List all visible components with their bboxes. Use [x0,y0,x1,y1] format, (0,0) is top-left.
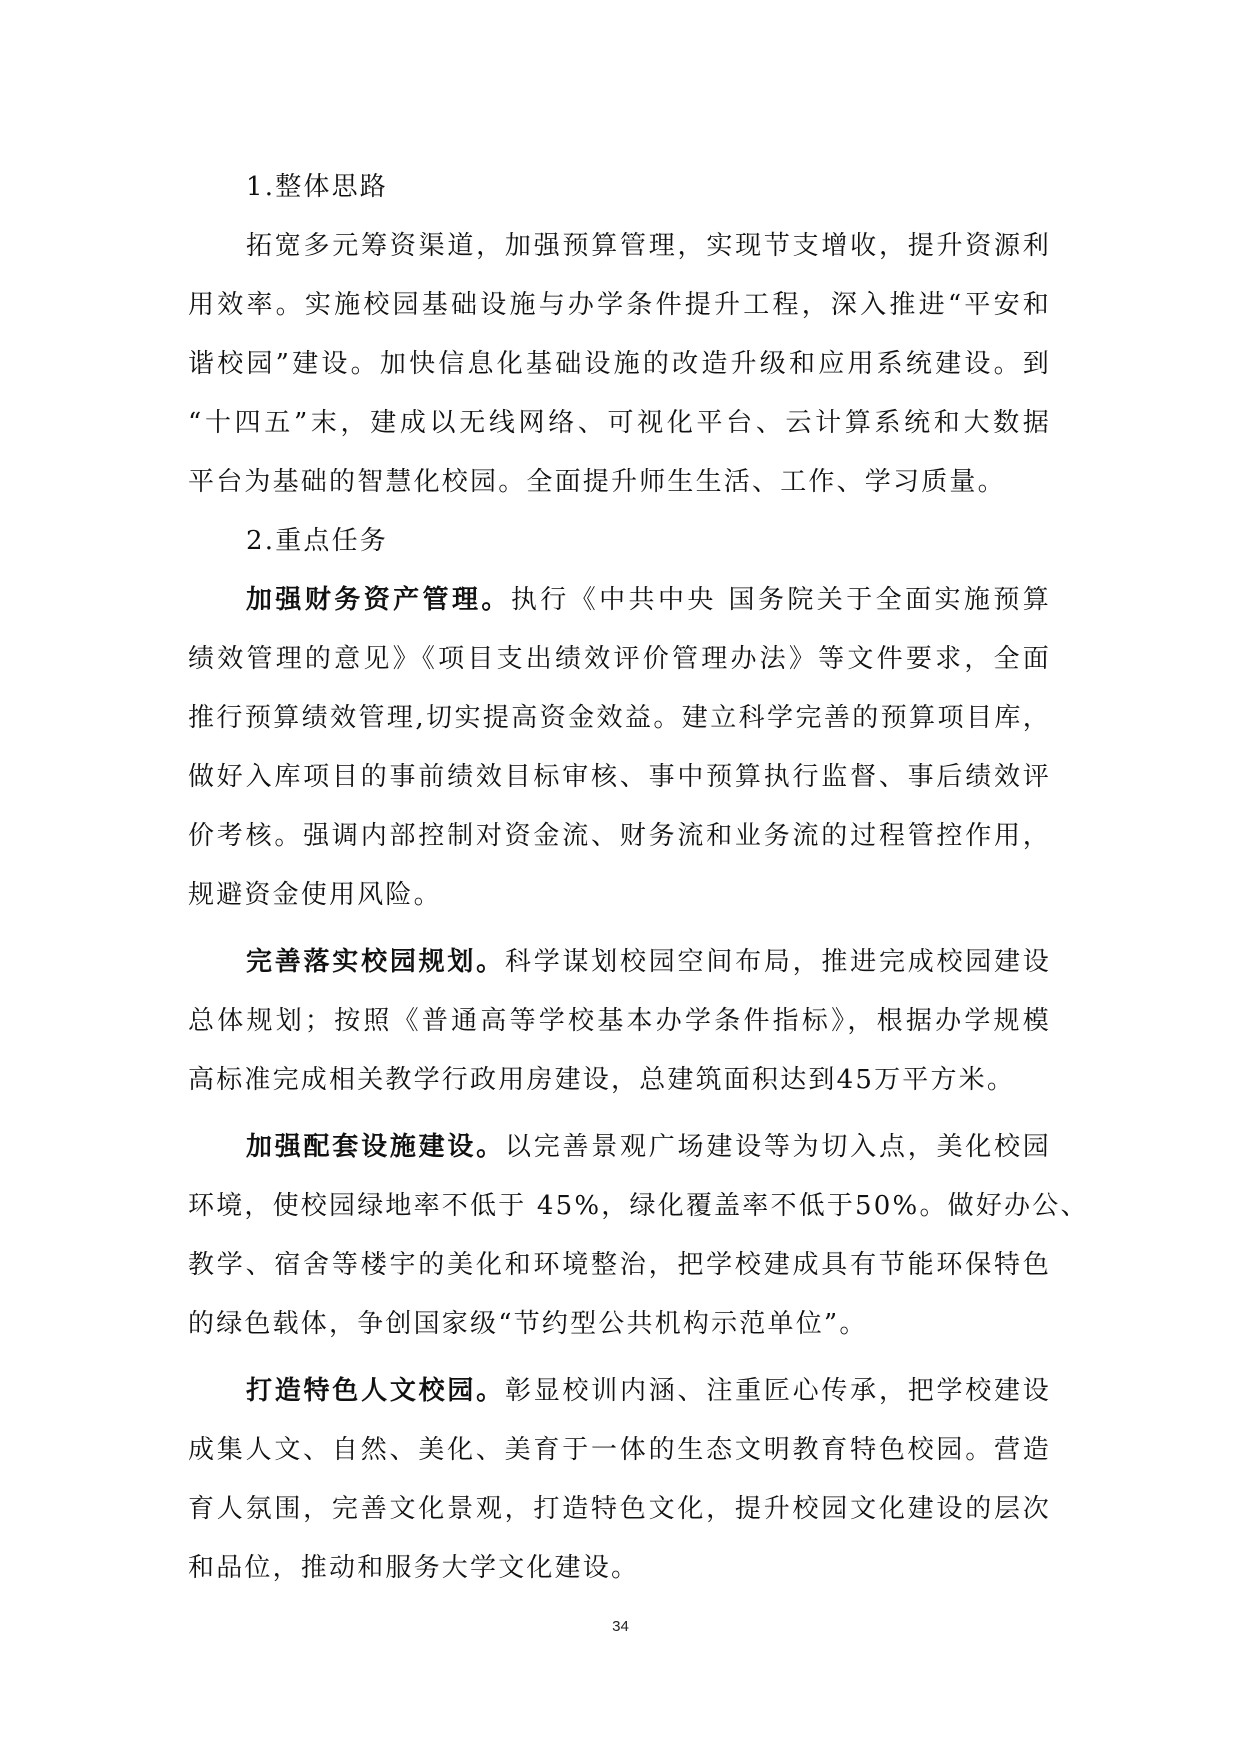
paragraph-line: “十四五”末，建成以无线网络、可视化平台、云计算系统和大数据 [188,408,1051,438]
paragraph-first-line [188,933,1051,992]
paragraph-first-line [188,1362,1051,1421]
paragraph-line: 拓宽多元筹资渠道，加强预算管理，实现节支增收，提升资源利 [246,231,1051,261]
paragraph-line: 做好入库项目的事前绩效目标审核、事中预算执行监督、事后绩效评 [188,762,1051,792]
page-number: 34 [612,1618,629,1635]
document-body [188,158,1089,1598]
paragraph-line: 育人氛围，完善文化景观，打造特色文化，提升校园文化建设的层次 [188,1494,1051,1524]
paragraph-line: 谐校园”建设。加快信息化基础设施的改造升级和应用系统建设。到 [188,349,1051,379]
paragraph-line: 环境，使校园绿地率不低于 45%，绿化覆盖率不低于50%。做好办公、 [188,1191,1089,1221]
paragraph-line: 和品位，推动和服务大学文化建设。 [188,1553,640,1583]
paragraph-text: 以完善景观广场建设等为切入点，美化校园 [504,1132,1051,1162]
paragraph-line: 平台为基础的智慧化校园。全面提升师生生活、工作、学习质量。 [188,467,1006,497]
paragraph-lead: 加强配套设施建设。 [246,1132,505,1162]
paragraph-line: 教学、宿舍等楼宇的美化和环境整治，把学校建成具有节能环保特色 [188,1250,1051,1280]
paragraph-line: 价考核。强调内部控制对资金流、财务流和业务流的过程管控作用， [188,821,1051,851]
section-heading-key-tasks: 2.重点任务 [246,526,389,556]
paragraph-line: 用效率。实施校园基础设施与办学条件提升工程，深入推进“平安和 [188,290,1051,320]
paragraph-line: 推行预算绩效管理,切实提高资金效益。建立科学完善的预算项目库， [188,703,1051,733]
paragraph-text: 科学谋划校园空间布局，推进完成校园建设 [504,947,1051,977]
paragraph-text: 执行《中共中央 国务院关于全面实施预算 [510,585,1051,615]
paragraph-line: 绩效管理的意见》《项目支出绩效评价管理办法》等文件要求，全面 [188,644,1051,674]
paragraph-line: 高标准完成相关教学行政用房建设，总建筑面积达到45万平方米。 [188,1065,1016,1095]
paragraph-lead: 加强财务资产管理。 [246,585,511,615]
paragraph-line: 规避资金使用风险。 [188,880,442,910]
section-heading-overall-approach: 1.整体思路 [246,172,389,202]
paragraph-lead: 打造特色人文校园。 [246,1376,505,1406]
paragraph-first-line [188,1118,1051,1177]
paragraph-line: 的绿色载体，争创国家级“节约型公共机构示范单位”。 [188,1309,868,1339]
paragraph-text: 彰显校训内涵、注重匠心传承，把学校建设 [504,1376,1051,1406]
paragraph-line: 总体规划；按照《普通高等学校基本办学条件指标》，根据办学规模 [188,1006,1051,1036]
paragraph-first-line [188,571,1051,630]
paragraph-lead: 完善落实校园规划。 [246,947,505,977]
paragraph-line: 成集人文、自然、美化、美育于一体的生态文明教育特色校园。营造 [188,1435,1051,1465]
